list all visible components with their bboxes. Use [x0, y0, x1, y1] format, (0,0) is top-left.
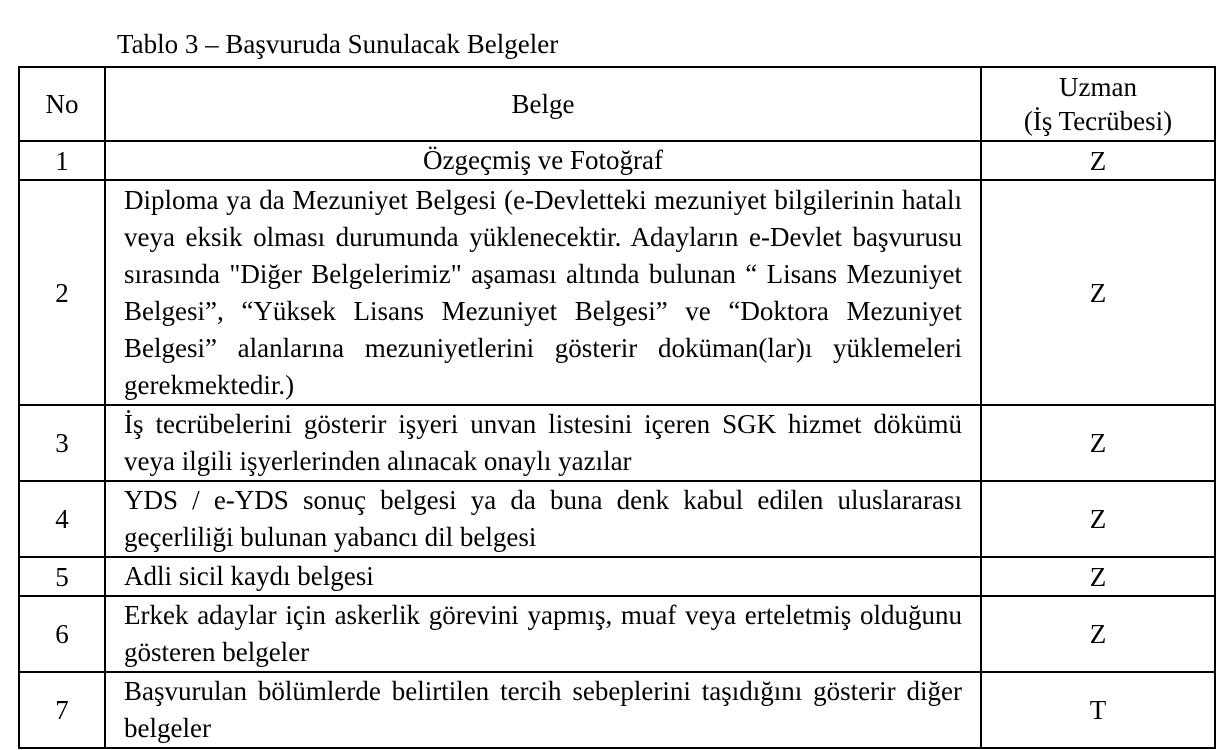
- row-expert-status: Z: [981, 557, 1215, 596]
- table-row: [19, 481, 1215, 557]
- header-no: No: [19, 67, 105, 141]
- table-caption: Tablo 3 – Başvuruda Sunulacak Belgeler: [117, 29, 559, 59]
- table-header-row: [19, 67, 1215, 141]
- documents-table: [18, 66, 1216, 749]
- table-row: [19, 672, 1215, 748]
- row-document: İş tecrübelerini gösterir işyeri unvan listesini içeren SGK hizmet dökümü veya ilgili işyerlerinden alınacak onaylı yazılar: [105, 405, 981, 481]
- row-document: Diploma ya da Mezuniyet Belgesi (e-Devletteki mezuniyet bilgilerinin hatalı veya eksik olması durumunda yüklenecektir. Adayların e-Devlet başvurusu sırasında "Diğer Belgelerimiz" aşaması altında bulunan “ Lisans Mezuniyet Belgesi”, “Yüksek Lisans Mezuniyet Belgesi” ve “Doktora Mezuniyet Belgesi” alanlarına mezuniyetlerini gösterir doküman(lar)ı yüklemeleri gerekmektedir.): [105, 180, 981, 405]
- header-expert: [981, 67, 1215, 141]
- row-document: Özgeçmiş ve Fotoğraf: [105, 141, 981, 180]
- header-expert-line2: (İş Tecrübesi): [1023, 106, 1173, 136]
- row-number: 5: [19, 557, 105, 596]
- row-expert-status: Z: [981, 481, 1215, 557]
- row-number: 1: [19, 141, 105, 180]
- table-row: [19, 141, 1215, 180]
- header-document: Belge: [105, 67, 981, 141]
- row-expert-status: Z: [981, 180, 1215, 405]
- row-number: 2: [19, 180, 105, 405]
- header-expert-line1: Uzman: [1059, 72, 1137, 102]
- row-expert-status: Z: [981, 596, 1215, 672]
- table-row: [19, 557, 1215, 596]
- row-expert-status: T: [981, 672, 1215, 748]
- row-number: 3: [19, 405, 105, 481]
- row-document: Adli sicil kaydı belgesi: [105, 557, 981, 596]
- row-number: 6: [19, 596, 105, 672]
- table-row: [19, 180, 1215, 405]
- row-number: 7: [19, 672, 105, 748]
- row-expert-status: Z: [981, 405, 1215, 481]
- row-document: YDS / e-YDS sonuç belgesi ya da buna denk kabul edilen uluslararası geçerliliği bulunan yabancı dil belgesi: [105, 481, 981, 557]
- row-document: Başvurulan bölümlerde belirtilen tercih sebeplerini taşıdığını gösterir diğer belgeler: [105, 672, 981, 748]
- row-document: Erkek adaylar için askerlik görevini yapmış, muaf veya erteletmiş olduğunu gösteren belgeler: [105, 596, 981, 672]
- table-row: [19, 596, 1215, 672]
- row-expert-status: Z: [981, 141, 1215, 180]
- row-number: 4: [19, 481, 105, 557]
- table-row: [19, 405, 1215, 481]
